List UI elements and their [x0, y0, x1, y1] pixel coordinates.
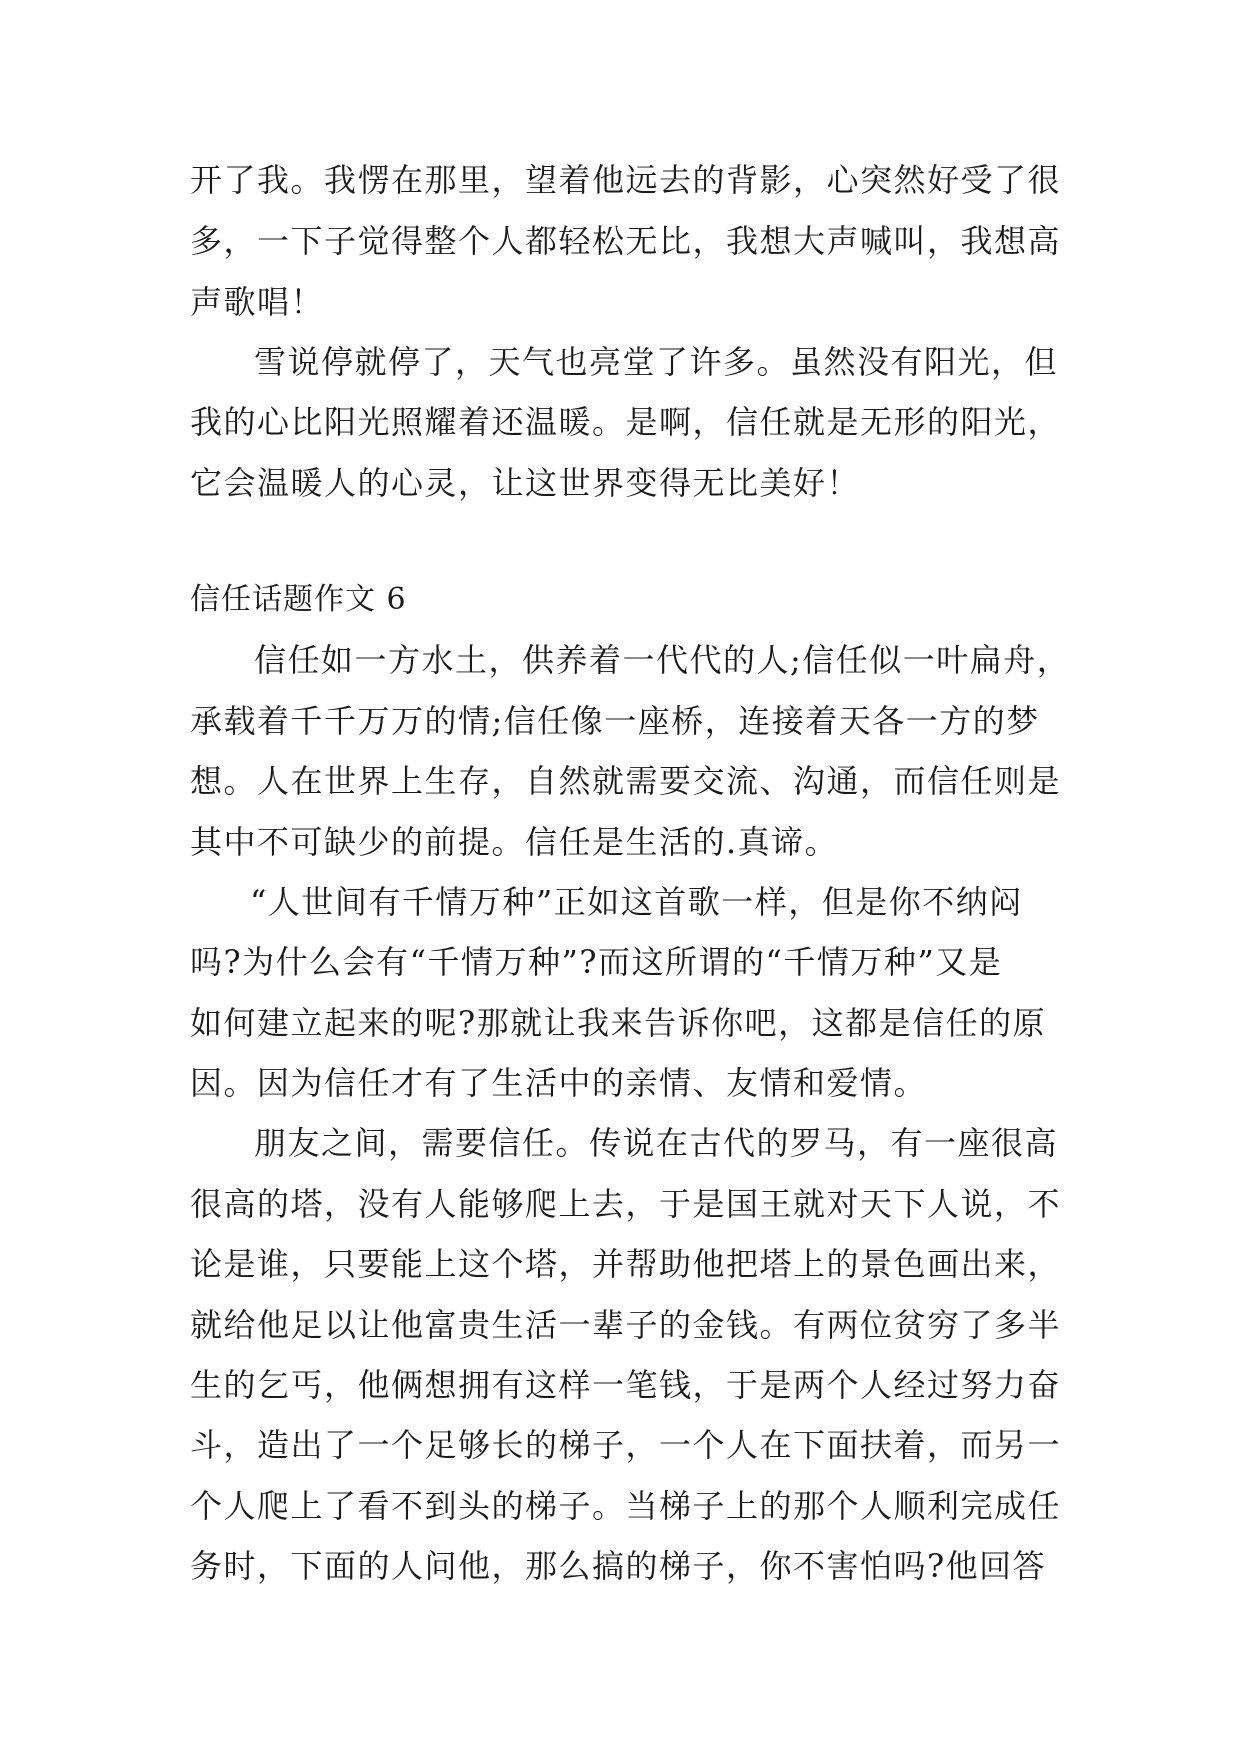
paragraph-line: 多，一下子觉得整个人都轻松无比，我想大声喊叫，我想高 — [190, 222, 1062, 260]
paragraph-line: “人世间有千情万种”正如这首歌一样，但是你不纳闷 — [250, 883, 1023, 921]
paragraph-line: 斗，造出了一个足够长的梯子，一个人在下面扶着，而另一 — [190, 1426, 1062, 1464]
paragraph-line: 论是谁，只要能上这个塔，并帮助他把塔上的景色画出来， — [190, 1245, 1062, 1283]
paragraph-line: 如何建立起来的呢?那就让我来告诉你吧，这都是信任的原 — [190, 1004, 1047, 1042]
paragraph-line: 声歌唱！ — [190, 283, 325, 321]
paragraph-line: 承载着千千万万的情;信任像一座桥，连接着天各一方的梦 — [190, 702, 1040, 740]
paragraph-line: 朋友之间，需要信任。传说在古代的罗马，有一座很高 — [254, 1124, 1059, 1162]
paragraph-line: 很高的塔，没有人能够爬上去，于是国王就对天下人说，不 — [190, 1185, 1062, 1223]
paragraph-line: 吗?为什么会有“千情万种”?而这所谓的“千情万种”又是 — [190, 943, 1003, 981]
section-title: 信任话题作文 6 — [190, 582, 407, 617]
paragraph-line: 开了我。我愣在那里，望着他远去的背影，心突然好受了很 — [190, 161, 1062, 199]
paragraph-line: 我的心比阳光照耀着还温暖。是啊，信任就是无形的阳光， — [190, 403, 1062, 441]
paragraph-line: 因。因为信任才有了生活中的亲情、友情和爱情。 — [190, 1064, 928, 1102]
paragraph-line: 就给他足以让他富贵生活一辈子的金钱。有两位贫穷了多半 — [190, 1306, 1062, 1344]
paragraph-line: 想。人在世界上生存，自然就需要交流、沟通，而信任则是 — [190, 762, 1062, 800]
paragraph-line: 务时，下面的人问他，那么搞的梯子，你不害怕吗?他回答 — [190, 1547, 1047, 1585]
paragraph-line: 雪说停就停了，天气也亮堂了许多。虽然没有阳光，但 — [254, 343, 1059, 381]
paragraph-line: 信任如一方水土，供养着一代代的人;信任似一叶扁舟， — [254, 641, 1071, 679]
paragraph-line: 个人爬上了看不到头的梯子。当梯子上的那个人顺利完成任 — [190, 1487, 1062, 1525]
paragraph-line: 它会温暖人的心灵，让这世界变得无比美好！ — [190, 464, 861, 502]
paragraph-line: 其中不可缺少的前提。信任是生活的.真谛。 — [190, 823, 839, 861]
paragraph-line: 生的乞丐，他俩想拥有这样一笔钱，于是两个人经过努力奋 — [190, 1366, 1062, 1404]
